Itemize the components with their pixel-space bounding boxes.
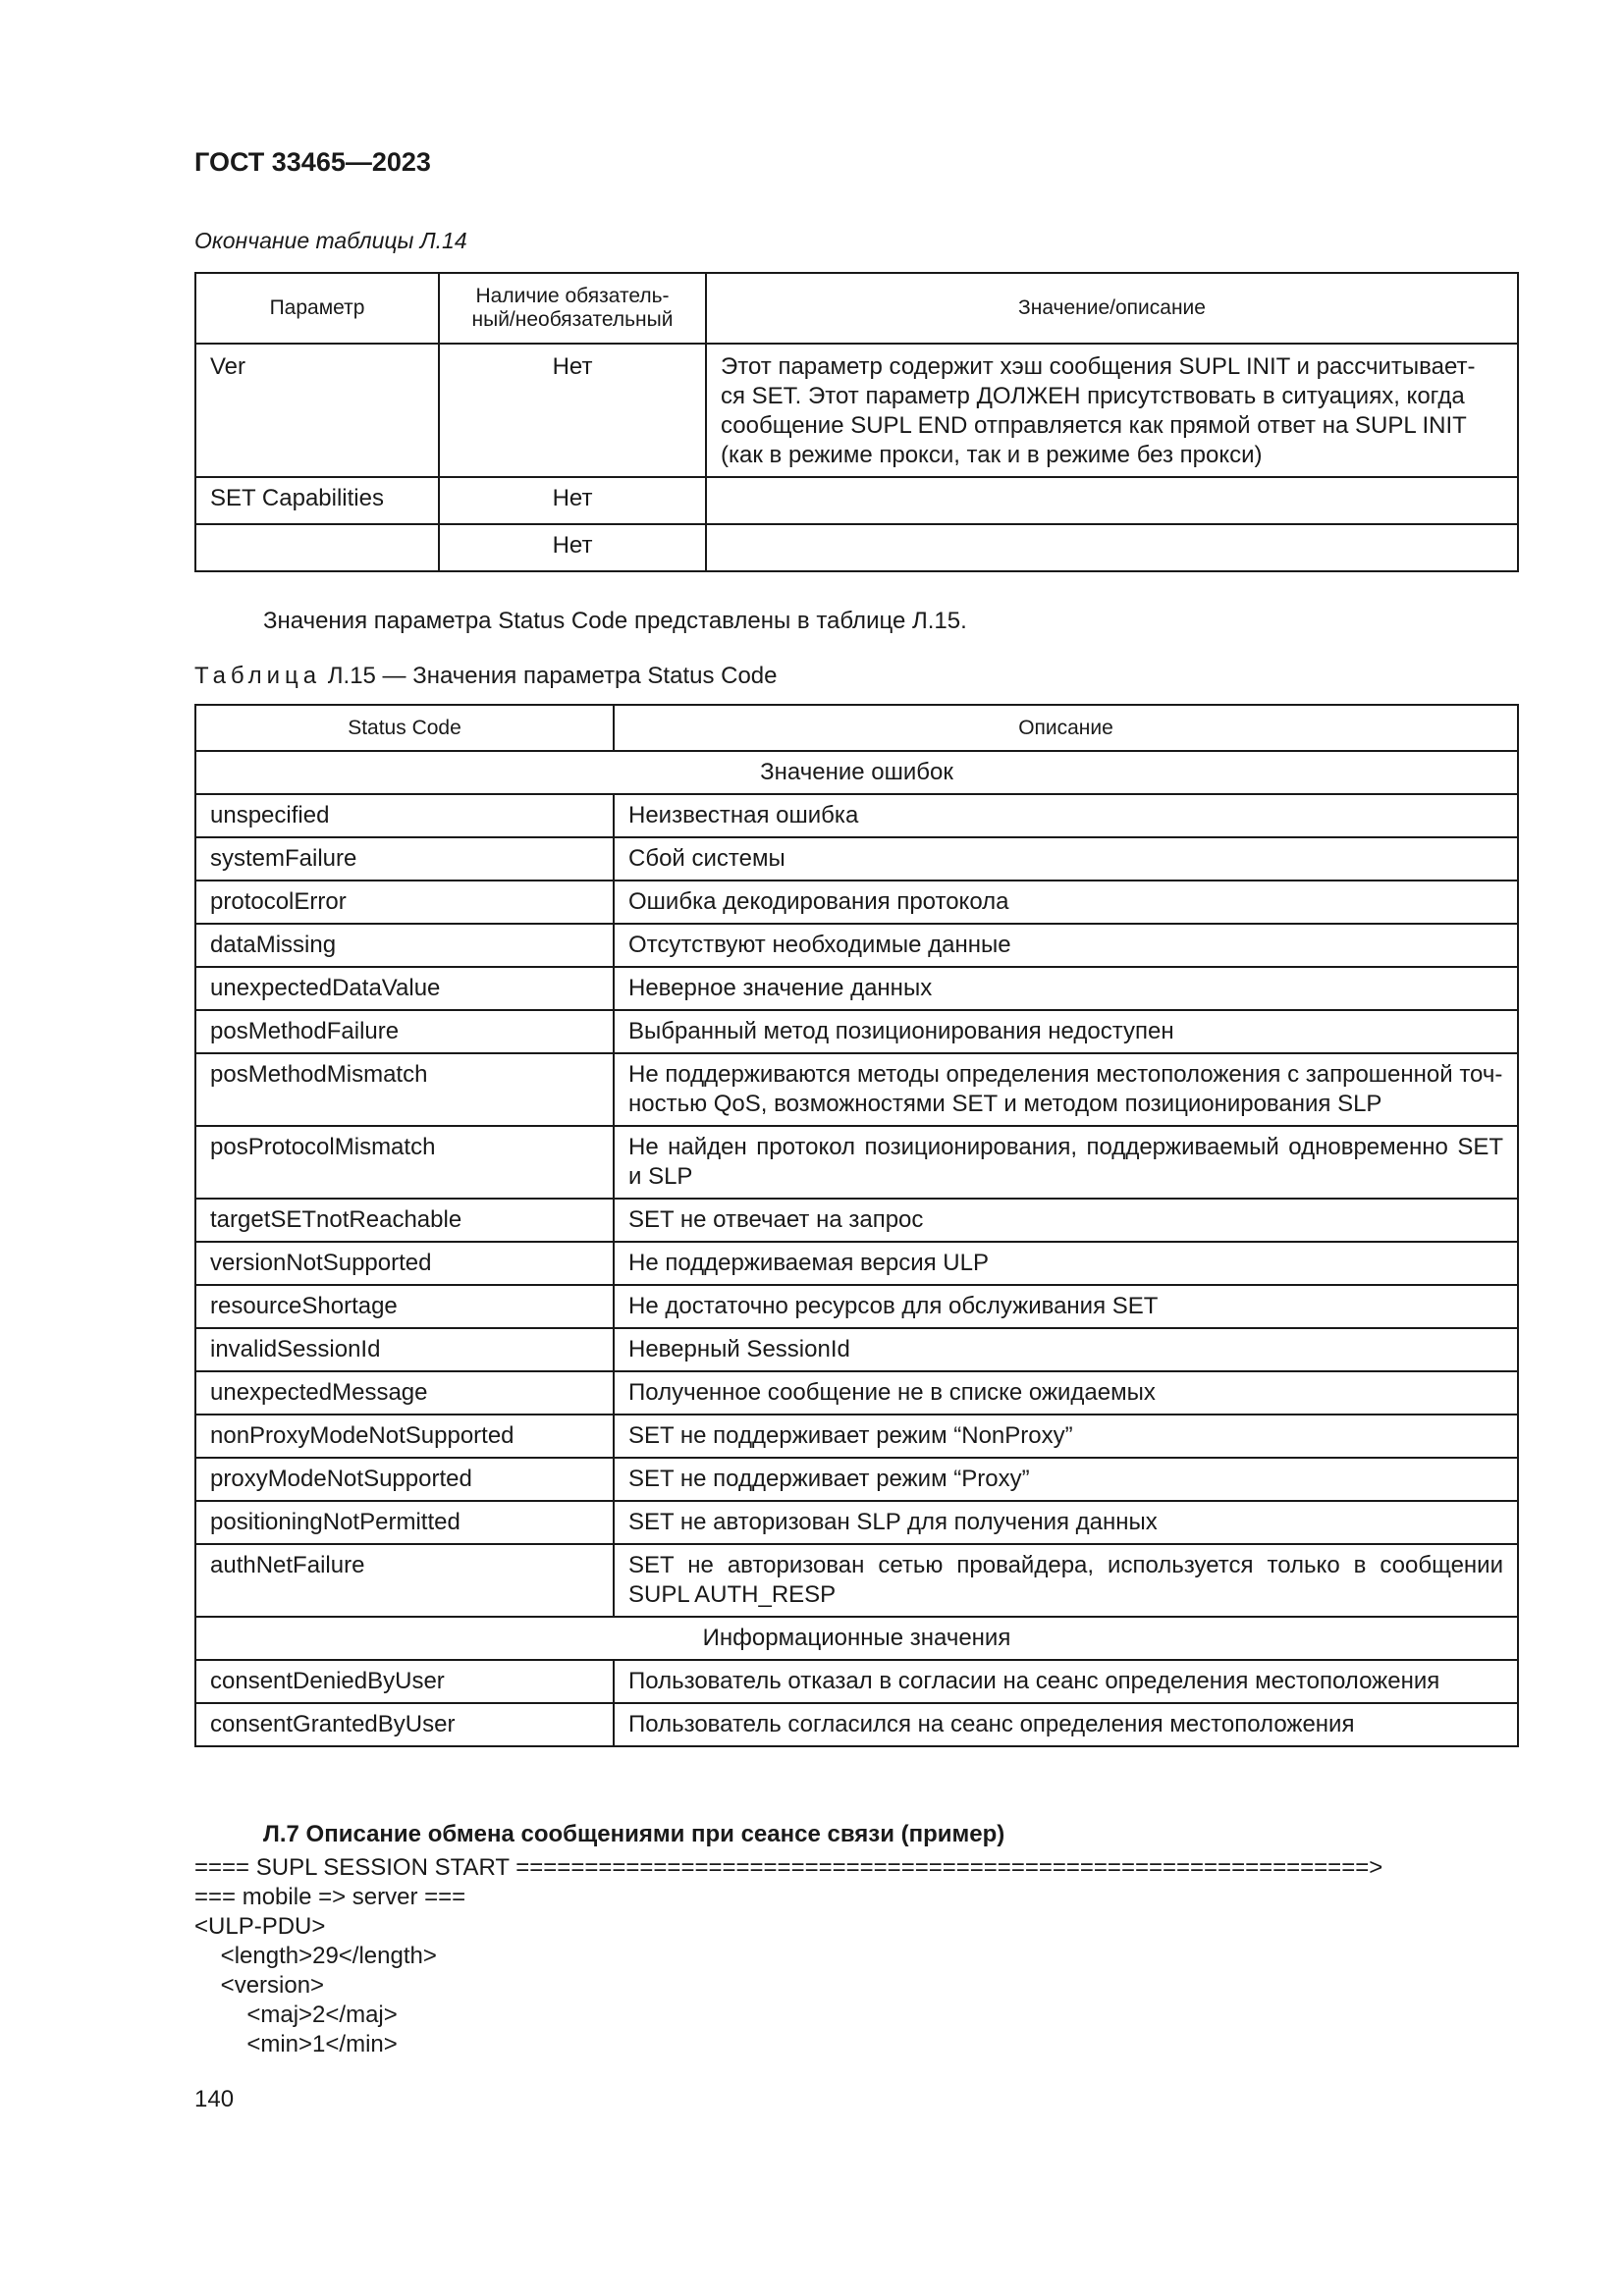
column-header-required: Наличие обязатель- ный/необязательный bbox=[439, 273, 706, 344]
table-row bbox=[195, 1285, 1518, 1328]
column-header-status-code: Status Code bbox=[195, 705, 614, 751]
table-row bbox=[195, 794, 1518, 837]
section-row-errors bbox=[195, 751, 1518, 794]
cell-status-code: versionNotSupported bbox=[195, 1242, 614, 1285]
section-label: Информационные значения bbox=[195, 1617, 1518, 1660]
section-label: Значение ошибок bbox=[195, 751, 1518, 794]
table-row bbox=[195, 924, 1518, 967]
cell-parameter bbox=[195, 524, 439, 571]
cell-status-code: unspecified bbox=[195, 794, 614, 837]
cell-status-code: unexpectedDataValue bbox=[195, 967, 614, 1010]
table-row bbox=[195, 1371, 1518, 1415]
column-header-parameter: Параметр bbox=[195, 273, 439, 344]
cell-status-code: resourceShortage bbox=[195, 1285, 614, 1328]
table-row bbox=[195, 1415, 1518, 1458]
cell-description: Не поддерживаются методы определения местоположения с запрошенной точ- ностью QoS, возможностями SET и методом позиционирования SLP bbox=[614, 1053, 1518, 1126]
cell-description: Отсутствуют необходимые данные bbox=[614, 924, 1518, 967]
cell-status-code: posMethodFailure bbox=[195, 1010, 614, 1053]
cell-description: Выбранный метод позиционирования недоступен bbox=[614, 1010, 1518, 1053]
cell-status-code: dataMissing bbox=[195, 924, 614, 967]
cell-status-code: protocolError bbox=[195, 881, 614, 924]
cell-description: SET не авторизован сетью провайдера, используется только в сообщении SUPL AUTH_RESP bbox=[614, 1544, 1518, 1617]
table-continuation-caption: Окончание таблицы Л.14 bbox=[194, 228, 467, 253]
cell-description: Полученное сообщение не в списке ожидаемых bbox=[614, 1371, 1518, 1415]
cell-status-code: proxyModeNotSupported bbox=[195, 1458, 614, 1501]
cell-parameter: SET Capabilities bbox=[195, 477, 439, 524]
cell-description: Пользователь отказал в согласии на сеанс определения местоположения bbox=[614, 1660, 1518, 1703]
table-row bbox=[195, 1010, 1518, 1053]
table-row bbox=[195, 1660, 1518, 1703]
table-row bbox=[195, 1126, 1518, 1199]
cell-description: Неверный SessionId bbox=[614, 1328, 1518, 1371]
cell-description: Не поддерживаемая версия ULP bbox=[614, 1242, 1518, 1285]
table-row bbox=[195, 477, 1518, 524]
table-row bbox=[195, 1544, 1518, 1617]
column-header-description: Описание bbox=[614, 705, 1518, 751]
table-row bbox=[195, 881, 1518, 924]
subsection-heading: Л.7 Описание обмена сообщениями при сеансе связи (пример) bbox=[263, 1821, 1005, 1847]
cell-required: Нет bbox=[439, 524, 706, 571]
cell-description: SET не поддерживает режим “Proxy” bbox=[614, 1458, 1518, 1501]
cell-status-code: systemFailure bbox=[195, 837, 614, 881]
cell-status-code: consentDeniedByUser bbox=[195, 1660, 614, 1703]
table-row bbox=[195, 967, 1518, 1010]
cell-status-code: positioningNotPermitted bbox=[195, 1501, 614, 1544]
cell-description: Ошибка декодирования протокола bbox=[614, 881, 1518, 924]
code-line: <maj>2</maj> bbox=[194, 2002, 398, 2028]
cell-status-code: unexpectedMessage bbox=[195, 1371, 614, 1415]
parameter-table bbox=[194, 272, 1519, 572]
cell-parameter: Ver bbox=[195, 344, 439, 477]
status-code-table-body bbox=[195, 751, 1518, 1746]
table-caption-prefix: Таблица bbox=[194, 663, 322, 689]
cell-description: Неверное значение данных bbox=[614, 967, 1518, 1010]
table-row bbox=[195, 837, 1518, 881]
code-line: <version> bbox=[194, 1972, 325, 1999]
table-row bbox=[195, 1242, 1518, 1285]
table-row bbox=[195, 1501, 1518, 1544]
cell-status-code: targetSETnotReachable bbox=[195, 1199, 614, 1242]
cell-description bbox=[706, 524, 1518, 571]
cell-status-code: nonProxyModeNotSupported bbox=[195, 1415, 614, 1458]
code-line: <ULP-PDU> bbox=[194, 1913, 326, 1940]
code-line: <length>29</length> bbox=[194, 1943, 437, 1969]
code-line: ==== SUPL SESSION START ==============================================================> bbox=[194, 1854, 1383, 1881]
table-caption bbox=[194, 663, 778, 690]
body-paragraph: Значения параметра Status Code представлены в таблице Л.15. bbox=[263, 608, 967, 634]
message-exchange-code bbox=[194, 1853, 1382, 2059]
cell-description: Не достаточно ресурсов для обслуживания SET bbox=[614, 1285, 1518, 1328]
section-row-info bbox=[195, 1617, 1518, 1660]
cell-status-code: posMethodMismatch bbox=[195, 1053, 614, 1126]
cell-description: SET не отвечает на запрос bbox=[614, 1199, 1518, 1242]
table-row bbox=[195, 1703, 1518, 1746]
cell-required: Нет bbox=[439, 477, 706, 524]
cell-required: Нет bbox=[439, 344, 706, 477]
cell-description: Пользователь согласился на сеанс определения местоположения bbox=[614, 1703, 1518, 1746]
table-row bbox=[195, 344, 1518, 477]
table-row bbox=[195, 524, 1518, 571]
cell-status-code: invalidSessionId bbox=[195, 1328, 614, 1371]
cell-status-code: authNetFailure bbox=[195, 1544, 614, 1617]
cell-description: Не найден протокол позиционирования, поддерживаемый одновременно SET и SLP bbox=[614, 1126, 1518, 1199]
cell-status-code: posProtocolMismatch bbox=[195, 1126, 614, 1199]
cell-status-code: consentGrantedByUser bbox=[195, 1703, 614, 1746]
code-line: === mobile => server === bbox=[194, 1884, 466, 1910]
cell-description: SET не авторизован SLP для получения данных bbox=[614, 1501, 1518, 1544]
table-row bbox=[195, 1199, 1518, 1242]
cell-description: Сбой системы bbox=[614, 837, 1518, 881]
cell-description: SET не поддерживает режим “NonProxy” bbox=[614, 1415, 1518, 1458]
cell-description bbox=[706, 477, 1518, 524]
column-header-description: Значение/описание bbox=[706, 273, 1518, 344]
table-row bbox=[195, 1458, 1518, 1501]
table-caption-title: Л.15 — Значения параметра Status Code bbox=[321, 663, 778, 689]
cell-description: Этот параметр содержит хэш сообщения SUPL INIT и рассчитывает- ся SET. Этот параметр ДОЛЖЕН присутствовать в ситуациях, когда сообщение SUPL END отправляется как прямой ответ на SUPL INIT (как в режиме прокси, так и в режиме без прокси) bbox=[706, 344, 1518, 477]
document-header: ГОСТ 33465—2023 bbox=[194, 147, 431, 177]
table-row bbox=[195, 1328, 1518, 1371]
code-line: <min>1</min> bbox=[194, 2031, 398, 2057]
page-number: 140 bbox=[194, 2086, 235, 2112]
table-row bbox=[195, 1053, 1518, 1126]
status-code-table bbox=[194, 704, 1519, 1747]
cell-description: Неизвестная ошибка bbox=[614, 794, 1518, 837]
